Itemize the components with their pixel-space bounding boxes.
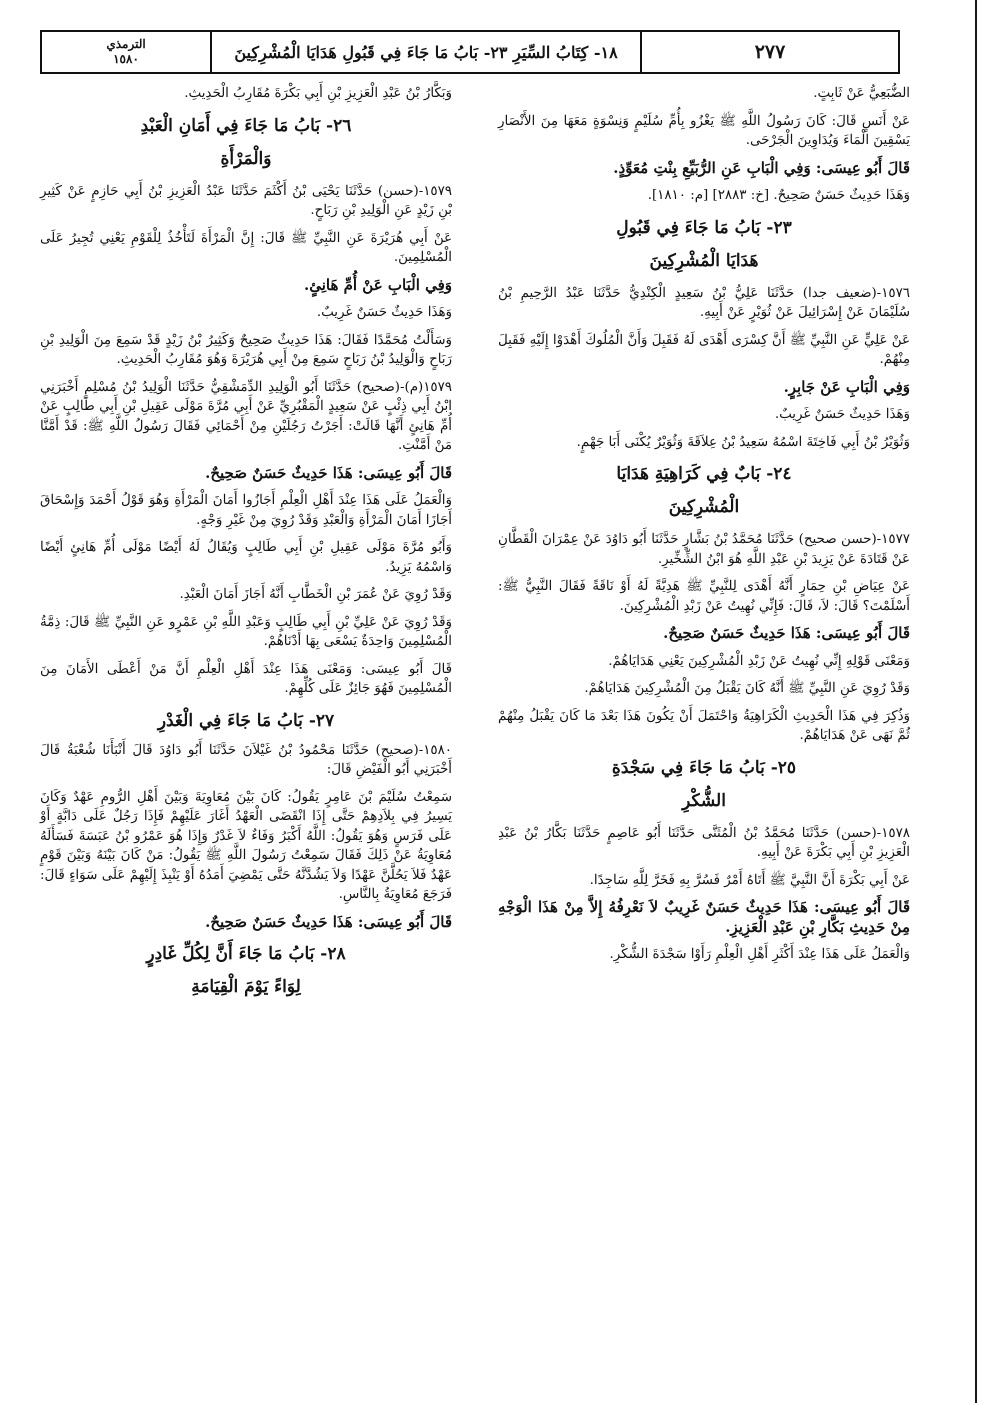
- isnad: ١٥٧٩-(حسن) حَدَّثَنَا يَحْيَى بْنُ أَكْثَمَ حَدَّثَنَا عَبْدُ الْعَزِيزِ بْنُ أَبِي حَازِمٍ عَنْ كَثِيرِ بْنِ زَيْدٍ عَنِ الْوَلِيدِ بْنِ رَبَاحٍ.: [40, 183, 452, 218]
- left-column: [40, 84, 452, 1010]
- chapter-heading: ٢٥- بَابُ مَا جَاءَ فِي سَجْدَةِ: [611, 757, 797, 778]
- header-hadith-number: ١٥٨٠: [113, 52, 139, 66]
- hadith-text: سَمِعْتُ سُلَيْمَ بْنَ عَامِرٍ يَقُولُ: كَانَ بَيْنَ مُعَاوِيَةَ وَبَيْنَ أَهْلِ الرُّومِ عَهْدٌ وَكَانَ يَسِيرُ فِي بِلاَدِهِمْ حَتَّى إِذَا انْقَضَى الْعَهْدُ أَغَارَ عَلَيْهِمْ فَإِذَا رَجُلٌ عَلَى دَابَّةٍ أَوْ عَلَى فَرَسٍ وَهُوَ يَقُولُ: اللَّهُ أَكْبَرُ وَفَاءٌ لاَ غَدْرٌ وَإِذَا هُوَ عَمْرُو بْنُ عَبَسَةَ فَسَأَلَهُ مُعَاوِيَةُ عَنْ ذَلِكَ فَقَالَ سَمِعْتُ رَسُولَ اللَّهِ ﷺ يَقُولُ: مَنْ كَانَ بَيْنَهُ وَبَيْنَ قَوْمٍ عَهْدٌ فَلاَ يَحُلَّنَّ عَهْدًا وَلاَ يَشُدَّنَّهُ حَتَّى يَمْضِيَ أَمَدُهُ أَوْ يَنْبِذَ إِلَيْهِمْ عَلَى سَوَاءٍ قَالَ: فَرَجَعَ مُعَاوِيَةُ بِالنَّاسِ.: [40, 789, 452, 902]
- hadith-text: عَنْ أَبِي بَكْرَةَ أَنَّ النَّبِيَّ ﷺ أَتَاهُ أَمْرٌ فَسُرَّ بِهِ فَخَرَّ لِلَّهِ سَاجِدًا.: [589, 872, 910, 888]
- running-header: [40, 30, 900, 74]
- explanation: وَمَعْنَى قَوْلِهِ إِنِّي نُهِيتُ عَنْ زَبْدِ الْمُشْرِكِينَ يَعْنِي هَدَايَاهُمْ.: [608, 653, 910, 669]
- chapter-heading: ٢٨- بَابُ مَا جَاءَ أَنَّ لِكُلِّ غَادِرٍ: [146, 944, 346, 964]
- explanation: وَأَبُو مُرَّةَ مَوْلَى عَقِيلِ بْنِ أَبِي طَالِبٍ وَيُقَالُ لَهُ أَيْضًا مَوْلَى أُمِّ هَانِئٍ أَيْضًا وَاسْمُهُ يَزِيدُ.: [40, 540, 452, 575]
- hadith-text: عَنْ أَنَسٍ قَالَ: كَانَ رَسُولُ اللَّهِ ﷺ يَغْزُو بِأُمِّ سُلَيْمٍ وَنِسْوَةٍ مَعَهَا مِنَ الأَنْصَارِ يَسْقِينَ الْمَاءَ وَيُدَاوِينَ الْجَرْحَى.: [498, 113, 910, 148]
- explanation: وَالْعَمَلُ عَلَى هَذَا عِنْدَ أَكْثَرِ أَهْلِ الْعِلْمِ رَأَوْا سَجْدَةَ الشُّكْرِ.: [609, 947, 910, 962]
- chapter-heading: ٢٣- بَابُ مَا جَاءَ فِي قَبُولِ: [616, 217, 792, 238]
- chapter-heading-continued: الْمُشْرِكِينَ: [668, 497, 740, 517]
- chapter-heading-continued: وَالْمَرْأَةِ: [220, 148, 272, 169]
- explanation: وَقَدْ رُوِيَ عَنْ عُمَرَ بْنِ الْخَطَّابِ أَنَّهُ أَجَازَ أَمَانَ الْعَبْدِ.: [179, 587, 452, 602]
- explanation: وَذُكِرَ فِي هَذَا الْحَدِيثِ الْكَرَاهِيَةُ وَاحْتَمَلَ أَنْ يَكُونَ هَذَا بَعْدَ مَا كَانَ يَقْبَلُ مِنْهُمْ ثُمَّ نَهَى عَنْ هَدَايَاهُمْ.: [498, 708, 910, 743]
- page-edge-line: [975, 0, 977, 1403]
- explanation: وَقَدْ رُوِيَ عَنِ النَّبِيِّ ﷺ أَنَّهُ كَانَ يَقْبَلُ مِنَ الْمُشْرِكِينَ هَدَايَاهُمْ.: [584, 681, 910, 696]
- tirmidhi-comment: قَالَ أَبُو عِيسَى: هَذَا حَدِيثٌ حَسَنٌ صَحِيحٌ.: [663, 624, 910, 642]
- header-source-box: [42, 32, 212, 72]
- tirmidhi-comment: قَالَ أَبُو عِيسَى: هَذَا حَدِيثٌ حَسَنٌ صَحِيحٌ.: [205, 463, 452, 482]
- grading-note: وَهَذَا حَدِيثٌ حَسَنٌ غَرِيبٌ.: [774, 407, 910, 422]
- right-column: [498, 84, 910, 973]
- narrator-note: وَثُوَيْرُ بْنُ أَبِي فَاخِتَةَ اسْمُهُ سَعِيدُ بْنُ عِلاَقَةَ وَثُوَيْرٌ يُكْنَى أَبَا جَهْمٍ.: [576, 434, 910, 450]
- tirmidhi-comment: قَالَ أَبُو عِيسَى: هَذَا حَدِيثٌ حَسَنٌ صَحِيحٌ.: [205, 912, 452, 931]
- fil-bab-note: وَفِي الْبَابِ عَنْ أُمِّ هَانِئٍ.: [304, 275, 452, 294]
- hadith-text: عَنْ عِيَاضِ بْنِ حِمَارٍ أَنَّهُ أَهْدَى لِلنَّبِيِّ ﷺ هَدِيَّةً لَهُ أَوْ نَاقَةً فَقَالَ النَّبِيُّ ﷺ: أَسْلَمْتَ؟ قَالَ: لاَ، قَالَ: فَإِنِّي نُهِيتُ عَنْ زَبْدِ الْمُشْرِكِينَ.: [498, 579, 910, 614]
- chapter-heading-continued: هَدَايَا الْمُشْرِكِينَ: [649, 250, 759, 271]
- header-source: الترمذي: [106, 37, 146, 51]
- chapter-heading-continued: لِوَاءً يَوْمَ الْقِيَامَةِ: [191, 977, 301, 997]
- header-page-number: ٢٧٧: [754, 41, 786, 63]
- grading-note: وَهَذَا حَدِيثٌ حَسَنٌ غَرِيبٌ.: [316, 305, 452, 320]
- isnad: ١٥٧٧-(حسن صحيح) حَدَّثَنَا مُحَمَّدُ بْنُ بَشَّارٍ حَدَّثَنَا أَبُو دَاوُدَ عَنْ عِمْرَانَ الْقَطَّانِ عَنْ قَتَادَةَ عَنْ يَزِيدَ بْنِ عَبْدِ اللَّهِ هُوَ ابْنُ الشِّخِّيرِ.: [498, 532, 910, 567]
- hadith-text: عَنْ عَلِيٍّ عَنِ النَّبِيِّ ﷺ أَنَّ كِسْرَى أَهْدَى لَهُ فَقَبِلَ وَأَنَّ الْمُلُوكَ أَهْدَوْا إِلَيْهِ فَقَبِلَ مِنْهُمْ.: [498, 332, 910, 367]
- narrator-note: وَبَكَّارُ بْنُ عَبْدِ الْعَزِيزِ بْنِ أَبِي بَكْرَةَ مُقَارِبُ الْحَدِيثِ.: [184, 86, 452, 101]
- grading-note: وَهَذَا حَدِيثٌ حَسَنٌ صَحِيحٌ. [خ: ٢٨٨٣] [م: ١٨١٠].: [647, 188, 910, 203]
- header-chapter-title: ١٨- كِتَابُ السِّيَرِ ٢٣- بَابُ مَا جَاءَ فِي قَبُولِ هَدَايَا الْمُشْرِكِينَ: [212, 32, 642, 72]
- isnad: ١٥٧٨-(حسن) حَدَّثَنَا مُحَمَّدُ بْنُ الْمُثَنَّى حَدَّثَنَا أَبُو عَاصِمٍ حَدَّثَنَا بَكَّارُ بْنُ عَبْدِ الْعَزِيزِ بْنِ أَبِي بَكْرَةَ عَنْ أَبِيهِ.: [498, 825, 910, 860]
- text-paragraph: الضُّبَعِيُّ عَنْ ثَابِتٍ.: [813, 86, 910, 101]
- chapter-heading: ٢٤- بَابٌ فِي كَرَاهِيَةِ هَدَايَا: [616, 464, 792, 484]
- explanation: وَسَأَلْتُ مُحَمَّدًا فَقَالَ: هَذَا حَدِيثٌ صَحِيحٌ وَكَثِيرُ بْنُ زَيْدٍ قَدْ سَمِعَ مِنَ الْوَلِيدِ بْنِ رَبَاحٍ وَالْوَلِيدُ بْنُ رَبَاحٍ سَمِعَ مِنْ أَبِي هُرَيْرَةَ وَهُوَ مُقَارِبُ الْحَدِيثِ.: [40, 332, 452, 367]
- tirmidhi-comment: قَالَ أَبُو عِيسَى: وَمَعْنَى هَذَا عِنْدَ أَهْلِ الْعِلْمِ أَنَّ مَنْ أَعْطَى الأَمَانَ مِنَ الْمُسْلِمِينَ فَهُوَ جَائِزٌ عَلَى كُلِّهِمْ.: [40, 661, 452, 696]
- isnad: ١٥٧٩(م)-(صحيح) حَدَّثَنَا أَبُو الْوَلِيدِ الدِّمَشْقِيُّ حَدَّثَنَا الْوَلِيدُ بْنُ مُسْلِمٍ أَخْبَرَنِي ابْنُ أَبِي ذِئْبٍ عَنْ سَعِيدٍ الْمَقْبُرِيِّ عَنْ أَبِي مُرَّةَ مَوْلَى عَقِيلِ بْنِ أَبِي طَالِبٍ عَنْ أُمِّ هَانِئٍ أَنَّهَا قَالَتْ: أَجَرْتُ رَجُلَيْنِ مِنْ أَحْمَائِي فَقَالَ رَسُولُ اللَّهِ ﷺ: قَدْ أَمَّنَّا مَنْ أَمَّنْتِ.: [40, 379, 452, 453]
- chapter-heading: ٢٦- بَابُ مَا جَاءَ فِي أَمَانِ الْعَبْدِ: [140, 115, 352, 136]
- fil-bab-note: وَفِي الْبَابِ عَنْ جَابِرٍ.: [783, 377, 910, 396]
- isnad: ١٥٧٦-(ضعيف جدا) حَدَّثَنَا عَلِيُّ بْنُ سَعِيدٍ الْكِنْدِيُّ حَدَّثَنَا عَبْدُ الرَّحِيمِ بْنُ سُلَيْمَانَ عَنْ إِسْرَائِيلَ عَنْ ثُوَيْرٍ عَنْ أَبِيهِ.: [498, 285, 910, 320]
- explanation: وَالْعَمَلُ عَلَى هَذَا عِنْدَ أَهْلِ الْعِلْمِ أَجَازُوا أَمَانَ الْمَرْأَةِ وَهُوَ قَوْلُ أَحْمَدَ وَإِسْحَاقَ أَجَازَا أَمَانَ الْمَرْأَةِ وَالْعَبْدِ وَقَدْ رُوِيَ مِنْ غَيْرِ وَجْهٍ.: [40, 493, 452, 528]
- tirmidhi-comment: قَالَ أَبُو عِيسَى: وَفِي الْبَابِ عَنِ الرُّبَيِّعِ بِنْتِ مُعَوِّذٍ.: [613, 158, 910, 177]
- chapter-heading-continued: الشُّكْرِ: [682, 790, 726, 811]
- explanation: وَقَدْ رُوِيَ عَنْ عَلِيِّ بْنِ أَبِي طَالِبٍ وَعَبْدِ اللَّهِ بْنِ عَمْرٍو عَنِ النَّبِيِّ ﷺ قَالَ: ذِمَّةُ الْمُسْلِمِينَ وَاحِدَةٌ يَسْعَى بِهَا أَدْنَاهُمْ.: [40, 614, 452, 649]
- isnad: ١٥٨٠-(صحيح) حَدَّثَنَا مَحْمُودُ بْنُ غَيْلاَنَ حَدَّثَنَا أَبُو دَاوُدَ قَالَ أَنْبَأَنَا شُعْبَةُ قَالَ أَخْبَرَنِي أَبُو الْفَيْضِ قَالَ:: [40, 742, 452, 777]
- tirmidhi-comment: قَالَ أَبُو عِيسَى: هَذَا حَدِيثٌ حَسَنٌ غَرِيبٌ لاَ نَعْرِفُهُ إِلاَّ مِنْ هَذَا الْوَجْهِ مِنْ حَدِيثِ بَكَّارِ بْنِ عَبْدِ الْعَزِيزِ.: [498, 898, 910, 936]
- chapter-heading: ٢٧- بَابُ مَا جَاءَ فِي الْغَدْرِ: [157, 710, 335, 731]
- hadith-text: عَنْ أَبِي هُرَيْرَةَ عَنِ النَّبِيِّ ﷺ قَالَ: إِنَّ الْمَرْأَةَ لَتَأْخُذُ لِلْقَوْمِ يَعْنِي تُجِيرُ عَلَى الْمُسْلِمِينَ.: [40, 230, 452, 265]
